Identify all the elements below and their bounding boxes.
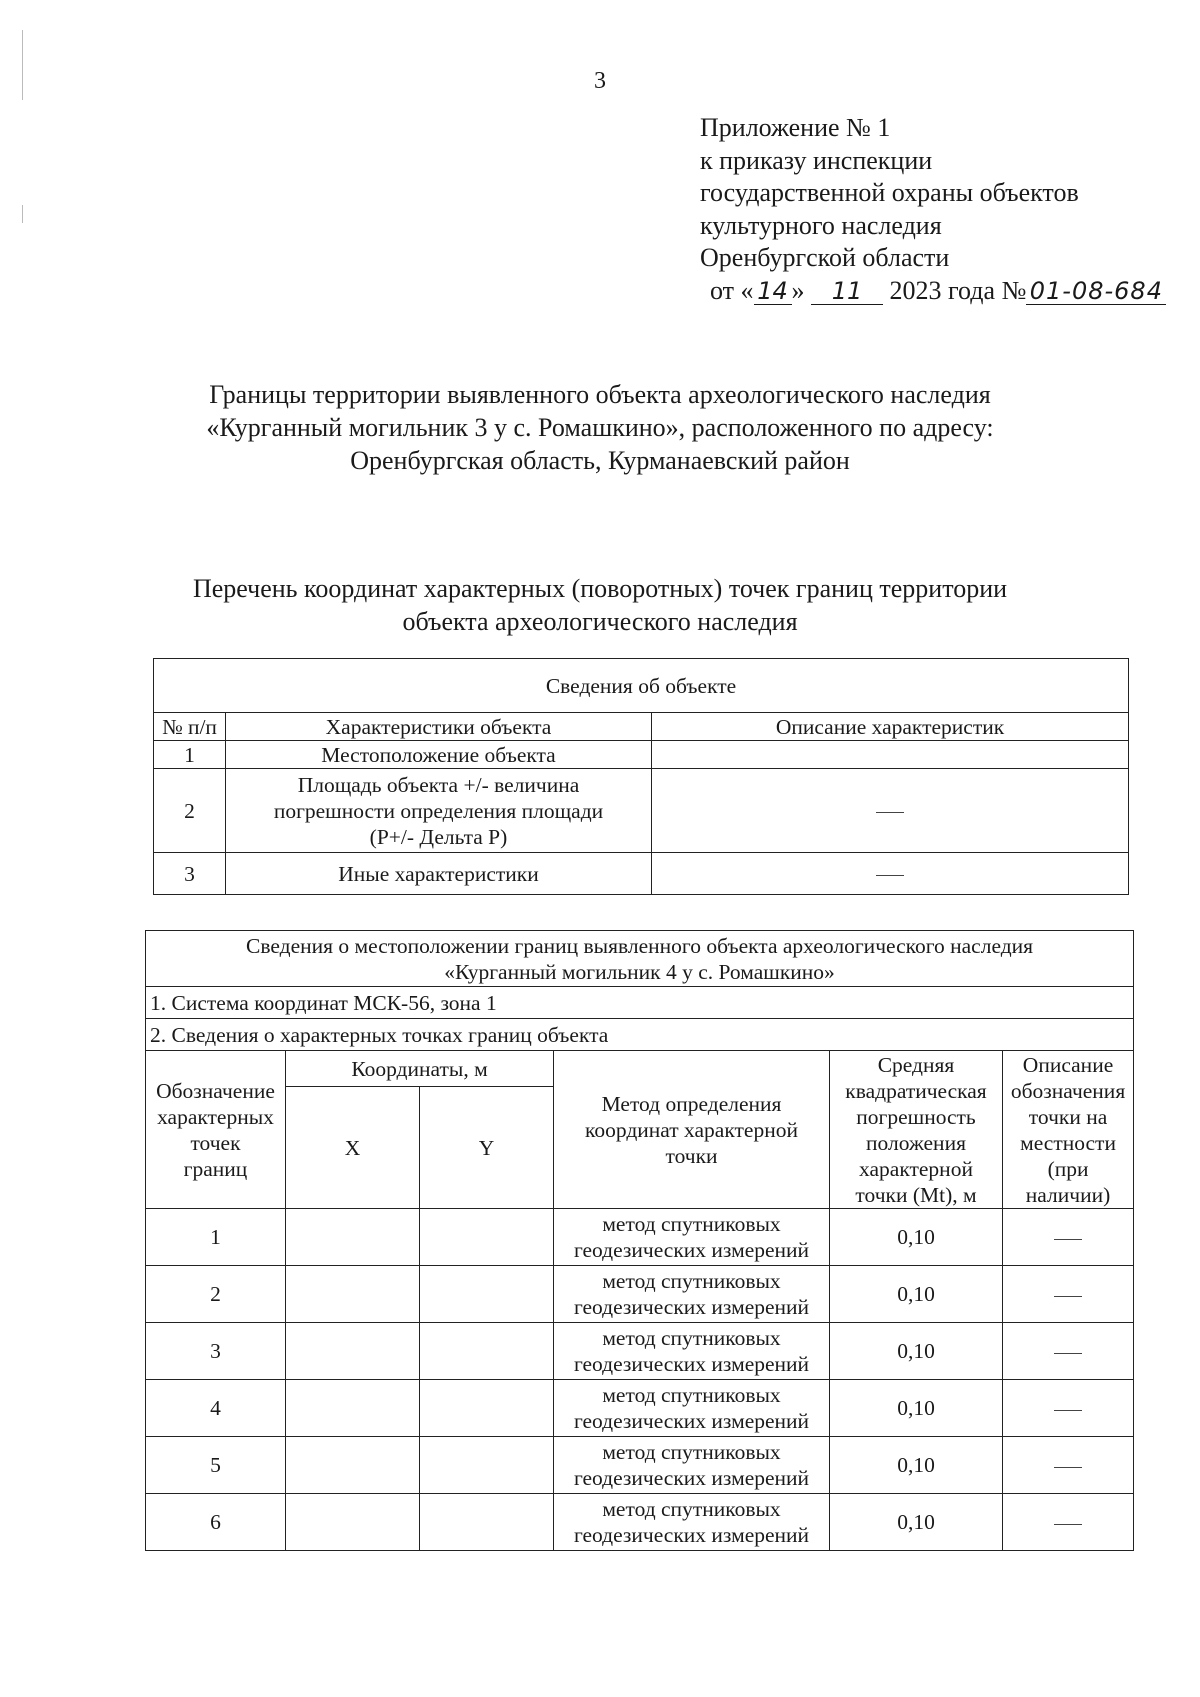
row-description [652, 741, 1129, 769]
order-prefix: от « [710, 275, 754, 305]
order-date-number-line [700, 275, 1180, 308]
method-cell [554, 1266, 830, 1323]
header-line: границ [183, 1156, 248, 1181]
appendix-line: культурного наследия [700, 210, 942, 240]
appendix-line: государственной охраны объектов [700, 178, 1079, 207]
caption-line: «Курганный могильник 4 у с. Ромашкино» [444, 959, 835, 984]
header-line: (при [1047, 1156, 1089, 1181]
header-description: Описание характеристик [652, 713, 1129, 741]
error-cell: 0,10 [830, 1266, 1003, 1323]
boundary-points-table [145, 930, 1134, 1551]
description-cell [1003, 1266, 1134, 1323]
list-title-line: объекта археологического наследия [402, 607, 798, 636]
appendix-block [700, 112, 1180, 307]
point-number: 4 [146, 1380, 286, 1437]
point-number: 3 [146, 1323, 286, 1380]
header-characteristics: Характеристики объекта [226, 713, 652, 741]
header-num: № п/п [154, 713, 226, 741]
row-description [652, 769, 1129, 853]
table-row [154, 769, 1129, 853]
row-num: 2 [154, 769, 226, 853]
header-line: точек [190, 1130, 241, 1155]
object-table-caption: Сведения об объекте [154, 659, 1129, 713]
row-num: 3 [154, 853, 226, 895]
point-number: 5 [146, 1437, 286, 1494]
table-row [146, 1209, 1134, 1266]
dash-mark [1054, 1353, 1082, 1354]
appendix-line: к приказу инспекции [700, 145, 933, 175]
method-cell [554, 1323, 830, 1380]
description-cell [1003, 1494, 1134, 1551]
coord-y [420, 1380, 554, 1437]
cell-line: метод спутниковых [602, 1497, 781, 1521]
scan-artifact [22, 205, 23, 223]
dash-mark [876, 875, 904, 876]
dash-mark [1054, 1296, 1082, 1297]
coord-x [286, 1266, 420, 1323]
cell-line: геодезических измерений [573, 1352, 810, 1376]
header-line: точки (Mt), м [855, 1182, 977, 1207]
cell-line: метод спутниковых [602, 1440, 781, 1464]
error-cell: 0,10 [830, 1323, 1003, 1380]
row-characteristic [226, 769, 652, 853]
order-mid: » [791, 275, 805, 305]
dash-mark [1054, 1467, 1082, 1468]
header-line: квадратическая [845, 1078, 987, 1103]
table-row [154, 741, 1129, 769]
cell-line: геодезических измерений [573, 1238, 810, 1262]
table-row [146, 1437, 1134, 1494]
point-number: 6 [146, 1494, 286, 1551]
description-cell [1003, 1323, 1134, 1380]
handwritten-order-number: 01-08-684 [1026, 278, 1166, 305]
caption-line: Сведения о местоположении границ выявленного объекта археологического наследия [246, 933, 1034, 958]
title-line: Границы территории выявленного объекта археологического наследия [209, 380, 991, 409]
description-cell [1003, 1437, 1134, 1494]
header-line: Описание [1022, 1052, 1114, 1077]
table-row [146, 1380, 1134, 1437]
title-line: «Курганный могильник 3 у с. Ромашкино», расположенного по адресу: [206, 413, 994, 442]
points-section-row: 2. Сведения о характерных точках границ объекта [146, 1019, 1134, 1051]
header-line: точки [665, 1143, 718, 1168]
header-point-description [1003, 1051, 1134, 1209]
header-line: координат характерной [585, 1117, 798, 1142]
coord-x [286, 1380, 420, 1437]
description-cell [1003, 1380, 1134, 1437]
cell-line: геодезических измерений [573, 1523, 810, 1547]
row-characteristic: Иные характеристики [226, 853, 652, 895]
dash-mark [1054, 1239, 1082, 1240]
coord-y [420, 1494, 554, 1551]
appendix-line: Приложение № 1 [700, 113, 891, 142]
header-line: Метод определения [601, 1091, 782, 1116]
row-num: 1 [154, 741, 226, 769]
coord-y [420, 1266, 554, 1323]
header-line: характерных [157, 1104, 274, 1129]
coord-x [286, 1209, 420, 1266]
cell-line: метод спутниковых [602, 1383, 781, 1407]
dash-mark [1054, 1410, 1082, 1411]
error-cell: 0,10 [830, 1494, 1003, 1551]
cell-line: метод спутниковых [602, 1269, 781, 1293]
cell-line: метод спутниковых [602, 1326, 781, 1350]
coord-y [420, 1437, 554, 1494]
coord-y [420, 1323, 554, 1380]
header-method [554, 1051, 830, 1209]
bounds-table-caption [146, 931, 1134, 987]
appendix-line: Оренбургской области [700, 243, 950, 272]
header-line: обозначения [1010, 1078, 1126, 1103]
header-coordinates: Координаты, м [286, 1051, 554, 1087]
point-number: 1 [146, 1209, 286, 1266]
error-cell: 0,10 [830, 1437, 1003, 1494]
method-cell [554, 1494, 830, 1551]
header-point-designation [146, 1051, 286, 1209]
method-cell [554, 1209, 830, 1266]
coord-x [286, 1323, 420, 1380]
handwritten-month: 11 [811, 278, 883, 305]
cell-line: погрешности определения площади [273, 798, 604, 823]
order-year-text: 2023 года № [889, 275, 1027, 305]
coordinate-system-row: 1. Система координат МСК-56, зона 1 [146, 987, 1134, 1019]
cell-line: метод спутниковых [602, 1212, 781, 1236]
coord-x [286, 1494, 420, 1551]
description-cell [1003, 1209, 1134, 1266]
coord-y [420, 1209, 554, 1266]
list-title [100, 572, 1100, 638]
list-title-line: Перечень координат характерных (поворотных) точек границ территории [192, 574, 1008, 603]
error-cell: 0,10 [830, 1380, 1003, 1437]
header-line: Обозначение [156, 1078, 275, 1103]
header-y: Y [420, 1087, 554, 1209]
dash-mark [876, 812, 904, 813]
title-line: Оренбургская область, Курманаевский район [350, 446, 850, 475]
header-mean-error [830, 1051, 1003, 1209]
handwritten-day: 14 [754, 278, 792, 305]
coord-x [286, 1437, 420, 1494]
table-row [146, 1494, 1134, 1551]
header-line: положения [866, 1130, 966, 1155]
table-row [146, 1266, 1134, 1323]
header-line: характерной [859, 1156, 973, 1181]
header-line: погрешность [856, 1104, 976, 1129]
document-title [100, 378, 1100, 477]
page-number: 3 [594, 68, 606, 94]
header-line: Средняя [877, 1052, 955, 1077]
header-line: точки на [1028, 1104, 1108, 1129]
dash-mark [1054, 1524, 1082, 1525]
cell-line: геодезических измерений [573, 1466, 810, 1490]
row-characteristic: Местоположение объекта [226, 741, 652, 769]
object-info-table [153, 658, 1129, 895]
cell-line: геодезических измерений [573, 1409, 810, 1433]
cell-line: геодезических измерений [573, 1295, 810, 1319]
method-cell [554, 1380, 830, 1437]
header-line: наличии) [1025, 1182, 1111, 1207]
row-description [652, 853, 1129, 895]
method-cell [554, 1437, 830, 1494]
point-number: 2 [146, 1266, 286, 1323]
cell-line: (Р+/- Дельта Р) [369, 824, 508, 849]
header-x: X [286, 1087, 420, 1209]
error-cell: 0,10 [830, 1209, 1003, 1266]
cell-line: Площадь объекта +/- величина [297, 772, 580, 797]
table-row [154, 853, 1129, 895]
header-line: местности [1020, 1130, 1116, 1155]
table-row [146, 1323, 1134, 1380]
